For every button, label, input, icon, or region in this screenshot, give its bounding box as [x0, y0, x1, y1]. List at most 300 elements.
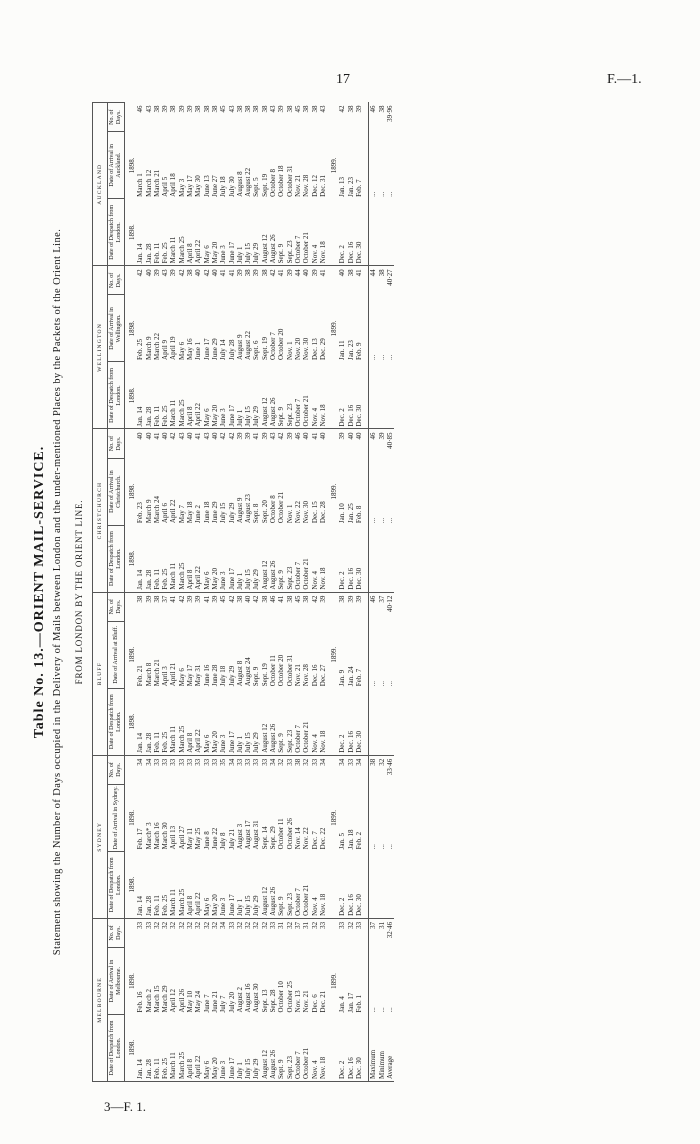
days-count: 33: [346, 758, 355, 766]
despatch-date: July 1: [236, 688, 244, 755]
despatch-date: Sept. 23: [286, 1014, 294, 1081]
year-label: 1899.: [330, 157, 339, 174]
days-count: 41: [219, 269, 228, 277]
arrival-date: Dec. 16: [310, 664, 319, 687]
despatch-date: May 6: [203, 688, 211, 755]
days-count: 41: [318, 269, 327, 277]
days-count: 40: [210, 269, 219, 277]
year-spacer: [327, 918, 338, 947]
arrival-date: Dec. 27: [318, 664, 327, 687]
arrival-date: March 30: [161, 822, 170, 850]
days-count: 33: [310, 758, 319, 766]
days-count: 39: [144, 595, 153, 603]
arrival-date: March 9: [144, 499, 153, 524]
table-row: [169, 103, 177, 1082]
days-count: 41: [310, 432, 319, 440]
days-count: 32: [202, 921, 211, 929]
despatch-date: July 29: [252, 199, 260, 266]
year-label: 1899.: [330, 483, 339, 500]
rotated-table-page: [32, 102, 622, 1082]
arrival-date: April 26: [177, 988, 186, 1013]
despatch-date: Feb. 25: [161, 525, 169, 592]
summary-value: 39: [377, 432, 386, 440]
summary-value: 33·46: [385, 758, 394, 776]
despatch-date: August 12: [261, 1014, 269, 1081]
year-label: 1898.: [125, 851, 137, 918]
despatch-date: Dec. 30: [355, 362, 363, 429]
arrival-date: Jan. 4: [338, 996, 347, 1013]
despatch-date: Jan. 28: [145, 851, 153, 918]
arrival-date: October 31: [285, 654, 294, 687]
days-count: 32: [186, 921, 195, 929]
despatch-date: Sept. 9: [277, 851, 285, 918]
despatch-date: October 7: [294, 1014, 302, 1081]
despatch-date: June 17: [228, 851, 236, 918]
days-count: 40: [338, 269, 347, 277]
arrival-date: August 2: [235, 986, 244, 1013]
summary-value: 38: [377, 105, 386, 113]
days-count: 42: [277, 432, 286, 440]
days-count: 38: [152, 595, 161, 603]
days-count: 38: [346, 105, 355, 113]
year-spacer: [327, 851, 338, 918]
days-count: 39: [177, 105, 186, 113]
days-count: 41: [277, 269, 286, 277]
arrival-date: October 25: [285, 981, 294, 1013]
days-count: 41: [169, 595, 178, 603]
days-count: 34: [318, 758, 327, 766]
city-header-row: [93, 103, 108, 1082]
arrival-date: Sept. 20: [260, 500, 269, 524]
summary-dots: ...: [385, 1007, 394, 1013]
table-row: [178, 103, 186, 1082]
days-count: 40: [194, 269, 203, 277]
summary-spacer: [369, 525, 378, 592]
days-count: 43: [269, 105, 278, 113]
arrival-date: May 11: [186, 828, 195, 850]
arrival-date: April 27: [177, 825, 186, 850]
year-label: 1898.: [125, 1014, 137, 1081]
despatch-date: Nov. 18: [319, 1014, 327, 1081]
despatch-date: July 29: [252, 688, 260, 755]
days-count: 45: [219, 595, 228, 603]
despatch-date: June 3: [219, 688, 227, 755]
days-count: 33: [260, 758, 269, 766]
city-header: WELLINGTON: [93, 266, 108, 429]
city-header: SYDNEY: [93, 755, 108, 918]
arrival-date: Feb. 1: [355, 994, 364, 1013]
days-count: 32: [310, 921, 319, 929]
arrival-date: August 8: [235, 660, 244, 687]
days-count: 40: [210, 432, 219, 440]
arrival-date: July 29: [227, 665, 236, 687]
despatch-date: May 20: [211, 851, 219, 918]
year-spacer: [327, 1014, 338, 1081]
despatch-date: Jan. 14: [136, 199, 144, 266]
summary-dots: ...: [369, 295, 378, 362]
arrival-date: July 30: [227, 176, 236, 197]
year-spacer: [125, 592, 137, 621]
arrival-date: Nov. 21: [293, 664, 302, 687]
days-count: 33: [161, 758, 170, 766]
despatch-date: Sept. 23: [286, 362, 294, 429]
despatch-date: June 17: [228, 525, 236, 592]
days-count: 43: [202, 432, 211, 440]
days-count: 33: [285, 758, 294, 766]
summary-dots: ...: [369, 784, 378, 851]
year-spacer: [327, 688, 338, 755]
days-count: 40: [144, 432, 153, 440]
despatch-date: July 1: [236, 362, 244, 429]
days-count: 33: [169, 758, 178, 766]
despatch-date: April 8: [186, 851, 194, 918]
days-count: 44: [293, 269, 302, 277]
days-count: 39: [210, 595, 219, 603]
arrival-date: August 16: [244, 983, 253, 1013]
arrival-date: June 29: [210, 501, 219, 524]
year-label: 1899.: [330, 646, 339, 663]
despatch-date: April 22: [194, 199, 202, 266]
city-header: BLUFF: [93, 592, 108, 755]
despatch-date: June 3: [219, 1014, 227, 1081]
arrival-date: Feb. 17: [136, 828, 145, 850]
despatch-date: May 6: [203, 362, 211, 429]
year-label: 1898.: [128, 646, 136, 663]
despatch-date: May 6: [203, 199, 211, 266]
arrival-date: July 7: [219, 995, 228, 1013]
table-row: [228, 103, 236, 1082]
days-count: 39: [186, 105, 195, 113]
despatch-date: Feb. 11: [153, 688, 161, 755]
arrival-date: June 7: [202, 994, 211, 1013]
summary-spacer: [386, 362, 394, 429]
summary-spacer: [378, 688, 386, 755]
despatch-date: March 11: [169, 1014, 177, 1081]
summary-dots: ...: [385, 191, 394, 197]
summary-dots: ...: [385, 680, 394, 687]
despatch-date: April 8: [186, 688, 194, 755]
despatch-date: March 25: [178, 199, 186, 266]
days-count: 38: [152, 105, 161, 113]
column-header: Date of Despatch from London.: [108, 688, 125, 755]
year-label: 1899.: [330, 973, 339, 989]
arrival-date: March 9: [144, 336, 153, 360]
arrival-date: Nov. 30: [302, 337, 311, 360]
despatch-date: Jan. 28: [145, 199, 153, 266]
despatch-date: March 11: [169, 525, 177, 592]
days-count: 32: [169, 921, 178, 929]
days-count: 33: [210, 758, 219, 766]
despatch-date: Jan. 28: [145, 525, 153, 592]
summary-value: 46: [369, 592, 378, 621]
arrival-date: August 24: [244, 657, 253, 687]
arrival-date: August 22: [244, 330, 253, 360]
arrival-date: Sept. 9: [252, 666, 261, 687]
despatch-date: August 26: [269, 1014, 277, 1081]
arrival-date: Nov. 14: [293, 827, 302, 850]
city-header: MELBOURNE: [93, 918, 108, 1081]
despatch-date: Dec. 16: [347, 1014, 355, 1081]
summary-dots: ...: [385, 517, 394, 524]
despatch-date: August 26: [269, 688, 277, 755]
page-number: 17: [336, 72, 350, 87]
despatch-date: June 17: [228, 1014, 236, 1081]
despatch-date: May 20: [211, 688, 219, 755]
despatch-date: Sept. 23: [286, 851, 294, 918]
despatch-date: July 15: [244, 688, 252, 755]
days-count: 39: [252, 269, 261, 277]
days-count: 43: [144, 105, 153, 113]
table-row: [194, 103, 202, 1082]
despatch-date: Feb. 11: [153, 362, 161, 429]
days-count: 33: [136, 921, 145, 929]
days-count: 38: [260, 595, 269, 603]
arrival-date: April 18: [169, 173, 178, 197]
days-count: 40: [302, 432, 311, 440]
table-subtitle: Statement showing the Number of Days occupied in the Delivery of Mails between London and the under-mentioned Places by the Packets of the Orient Line.: [52, 228, 63, 956]
days-count: 45: [293, 105, 302, 113]
arrival-date: May 16: [186, 338, 195, 360]
despatch-date: October 7: [294, 362, 302, 429]
despatch-date: April 22: [194, 851, 202, 918]
despatch-date: Dec. 16: [347, 525, 355, 592]
days-count: 33: [227, 921, 236, 929]
despatch-date: October 21: [302, 851, 310, 918]
arrival-date: October 20: [277, 654, 286, 687]
despatch-date: Feb. 11: [153, 851, 161, 918]
summary-spacer: [369, 362, 378, 429]
arrival-date: October 11: [277, 818, 286, 850]
side-label: 3—F. 1.: [104, 1099, 146, 1114]
despatch-date: July 1: [236, 1014, 244, 1081]
column-header: No. of Days.: [108, 266, 125, 295]
arrival-date: Dec. 28: [318, 501, 327, 524]
despatch-date: Nov. 4: [311, 688, 319, 755]
table-row: [286, 103, 294, 1082]
arrival-date: Nov. 22: [302, 827, 311, 850]
days-count: 38: [210, 105, 219, 113]
despatch-date: Jan. 28: [145, 1014, 153, 1081]
table-row: [244, 103, 252, 1082]
days-count: 33: [338, 921, 347, 929]
despatch-date: Dec. 2: [338, 199, 346, 266]
arrival-date: March 21: [152, 169, 161, 197]
days-count: 39: [235, 269, 244, 277]
days-count: 43: [318, 105, 327, 113]
days-count: 42: [227, 595, 236, 603]
days-count: 33: [318, 921, 327, 929]
days-count: 37: [293, 921, 302, 929]
column-header: No. of Days.: [108, 592, 125, 621]
days-count: 39: [169, 269, 178, 277]
column-header: No. of Days.: [108, 918, 125, 947]
arrival-date: March 2: [144, 988, 153, 1013]
despatch-date: April 22: [194, 525, 202, 592]
days-count: 39: [194, 595, 203, 603]
summary-spacer: [369, 851, 378, 918]
days-count: 33: [177, 758, 186, 766]
arrival-date: October 21: [277, 491, 286, 524]
year-spacer: [125, 266, 137, 295]
column-header: Date of Arrival in Christchurch.: [108, 458, 125, 525]
days-count: 33: [194, 758, 203, 766]
year-label: 1898.: [125, 199, 137, 266]
despatch-date: Nov. 4: [311, 362, 319, 429]
days-count: 39: [338, 432, 347, 440]
table-row: [294, 103, 302, 1082]
year-spacer: [125, 918, 137, 947]
despatch-date: July 15: [244, 199, 252, 266]
arrival-date: October 18: [277, 165, 286, 197]
arrival-date: October 8: [269, 169, 278, 197]
despatch-date: Nov. 18: [319, 362, 327, 429]
section-header: FROM LONDON BY THE ORIENT LINE.: [74, 499, 84, 685]
table-row: [277, 103, 285, 1082]
days-count: 32: [161, 921, 170, 929]
despatch-date: Feb. 25: [161, 688, 169, 755]
days-count: 45: [219, 105, 228, 113]
arrival-date: Nov. 30: [302, 500, 311, 524]
arrival-date: July 21: [227, 828, 236, 850]
arrival-date: Dec. 13: [310, 338, 319, 360]
despatch-date: May 20: [211, 362, 219, 429]
arrival-date: April 21: [169, 662, 178, 687]
table-row: [261, 103, 269, 1082]
year-spacer: [327, 362, 338, 429]
summary-dots: ...: [369, 621, 378, 688]
year-label: 1898.: [128, 483, 136, 500]
year-label: 1898.: [128, 320, 136, 337]
despatch-date: Dec. 16: [347, 688, 355, 755]
days-count: 39: [355, 595, 364, 603]
despatch-date: Dec. 30: [355, 199, 363, 266]
arrival-date: May 3: [177, 178, 186, 197]
arrival-date: June 13: [202, 175, 211, 197]
despatch-date: April 8: [186, 199, 194, 266]
days-count: 39: [318, 595, 327, 603]
despatch-date: October 21: [302, 525, 310, 592]
despatch-date: March 25: [178, 851, 186, 918]
table-row: [153, 103, 161, 1082]
summary-value: 44: [369, 266, 378, 295]
despatch-date: April 8: [186, 1014, 194, 1081]
table-row: [319, 103, 327, 1082]
days-count: 42: [169, 432, 178, 440]
despatch-date: April 8: [186, 362, 194, 429]
days-count: 43: [161, 269, 170, 277]
arrival-date: March 12: [144, 169, 153, 197]
summary-value: 39·96: [385, 105, 394, 122]
days-count: 43: [177, 432, 186, 440]
days-count: 38: [136, 595, 145, 603]
arrival-date: October 26: [285, 818, 294, 850]
despatch-date: Dec. 2: [338, 1014, 346, 1081]
table-row: [161, 103, 169, 1082]
summary-dots: ...: [377, 354, 386, 360]
days-count: 33: [244, 758, 253, 766]
summary-spacer: [378, 199, 386, 266]
summary-value: 37: [377, 595, 386, 603]
despatch-date: July 1: [236, 525, 244, 592]
despatch-date: April 22: [194, 1014, 202, 1081]
days-count: 32: [302, 758, 311, 766]
arrival-date: Jan. 17: [346, 992, 355, 1013]
despatch-date: Dec. 2: [338, 525, 346, 592]
arrival-date: July 29: [227, 502, 236, 524]
despatch-date: Nov. 18: [319, 199, 327, 266]
summary-dots: ...: [377, 517, 386, 524]
despatch-date: July 15: [244, 851, 252, 918]
table-row: [186, 103, 194, 1082]
despatch-date: July 29: [252, 1014, 260, 1081]
days-count: 38: [186, 269, 195, 277]
despatch-date: Nov. 4: [311, 199, 319, 266]
year-spacer: [327, 103, 338, 132]
summary-dots: ...: [377, 1007, 386, 1013]
arrival-date: Dec. 22: [318, 827, 327, 850]
arrival-date: Jan. 18: [346, 829, 355, 850]
despatch-date: October 21: [302, 1014, 310, 1081]
arrival-date: June 28: [210, 664, 219, 687]
arrival-date: October 11: [269, 655, 278, 687]
days-count: 39: [235, 432, 244, 440]
despatch-date: Nov. 18: [319, 851, 327, 918]
arrival-date: July 28: [227, 339, 236, 360]
arrival-date: April 19: [169, 336, 178, 360]
arrival-date: June 22: [210, 827, 219, 850]
days-count: 45: [293, 595, 302, 603]
days-count: 32: [235, 921, 244, 929]
summary-value: 32·46: [385, 921, 394, 939]
arrival-date: March* 3: [144, 822, 153, 850]
days-count: 42: [136, 269, 145, 277]
arrival-date: Jan. 5: [338, 833, 347, 850]
arrival-date: Dec. 29: [318, 338, 327, 360]
column-header: Date of Despatch from London.: [108, 851, 125, 918]
arrival-date: May 25: [194, 827, 203, 850]
days-count: 33: [144, 921, 153, 929]
days-count: 38: [235, 105, 244, 113]
arrival-date: May 17: [186, 664, 195, 687]
arrival-date: March 21: [152, 659, 161, 687]
days-count: 41: [277, 595, 286, 603]
arrival-date: October 31: [285, 165, 294, 197]
arrival-date: Sept. 19: [260, 337, 269, 360]
arrival-date: April 9: [161, 339, 170, 360]
arrival-date: Feb. 8: [355, 505, 364, 524]
days-count: 39: [152, 269, 161, 277]
summary-spacer: [386, 851, 394, 918]
despatch-date: October 7: [294, 199, 302, 266]
despatch-date: March 11: [169, 199, 177, 266]
summary-dots: ...: [369, 132, 378, 199]
year-label: 1898.: [125, 362, 137, 429]
arrival-date: August 30: [252, 983, 261, 1013]
days-count: 41: [355, 269, 364, 277]
despatch-date: Feb. 11: [153, 199, 161, 266]
mail-service-table: [92, 102, 394, 1082]
summary-value: 40·85: [385, 432, 394, 449]
despatch-date: July 29: [252, 851, 260, 918]
days-count: 38: [235, 595, 244, 603]
days-count: 42: [310, 595, 319, 603]
table-row: [136, 103, 144, 1082]
despatch-date: Dec. 2: [338, 362, 346, 429]
arrival-date: Nov. 28: [302, 174, 311, 197]
arrival-date: May 7: [177, 504, 186, 524]
days-count: 43: [269, 432, 278, 440]
despatch-date: Jan. 14: [136, 851, 144, 918]
